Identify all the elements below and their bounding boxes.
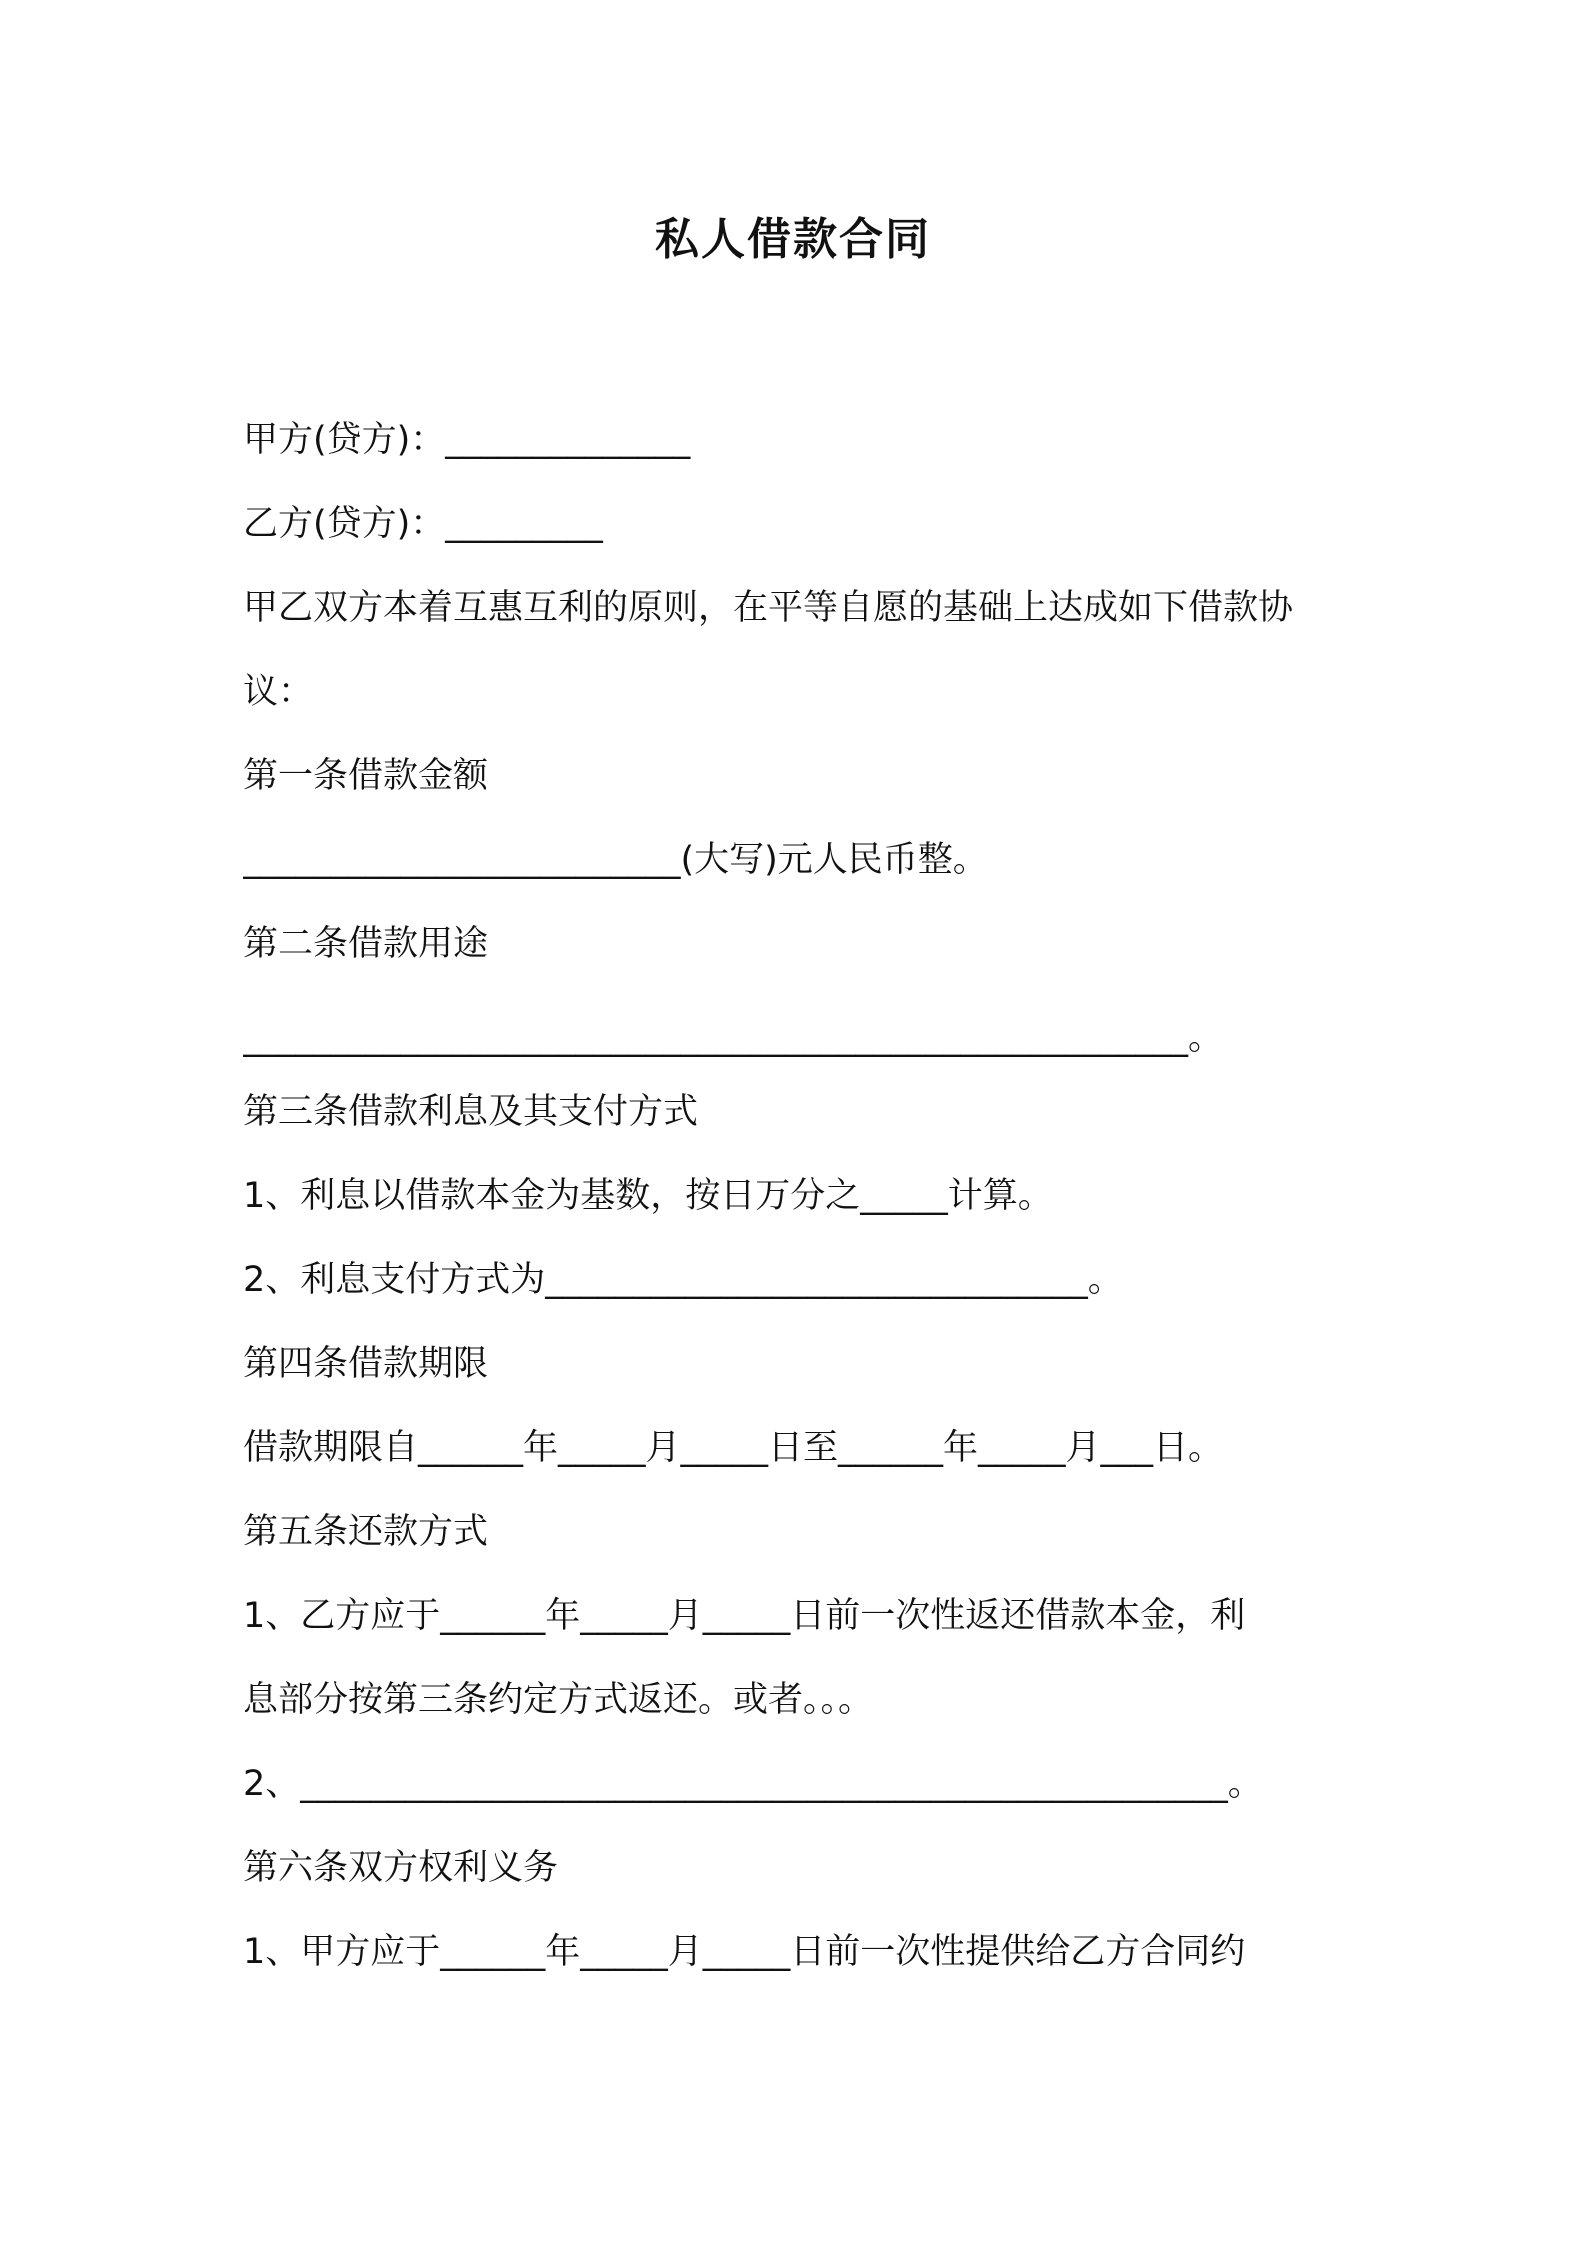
borrower-line: 乙方(贷方)：_________ xyxy=(243,504,603,544)
article-3-clause-2: 2、利息支付方式为_______________________________。 xyxy=(243,1260,1123,1300)
article-4-term: 借款期限自______年_____月_____日至______年_____月___日。 xyxy=(243,1428,1224,1468)
page-title: 私人借款合同 xyxy=(655,214,931,265)
article-5-clause-1-cont: 息部分按第三条约定方式返还。或者。。。 xyxy=(243,1680,874,1720)
article-6-clause-1: 1、甲方应于______年_____月_____日前一次性提供给乙方合同约 xyxy=(243,1932,1246,1972)
preamble-line-1: 甲乙双方本着互惠互利的原则，在平等自愿的基础上达成如下借款协 xyxy=(243,588,1294,628)
article-4-heading: 第四条借款期限 xyxy=(243,1344,489,1384)
article-5-heading: 第五条还款方式 xyxy=(243,1512,489,1552)
article-6-heading: 第六条双方权利义务 xyxy=(243,1848,559,1888)
preamble-line-2: 议： xyxy=(243,672,314,712)
article-5-clause-1: 1、乙方应于______年_____月_____日前一次性返还借款本金，利 xyxy=(243,1596,1246,1636)
article-1-amount: _________________________(大写)元人民币整。 xyxy=(243,840,988,880)
article-1-heading: 第一条借款金额 xyxy=(243,756,489,796)
article-5-clause-2: 2、_____________________________________________________。 xyxy=(243,1764,1263,1804)
article-3-clause-1: 1、利息以借款本金为基数，按日万分之_____计算。 xyxy=(243,1176,1053,1216)
article-3-heading: 第三条借款利息及其支付方式 xyxy=(243,1092,699,1132)
article-2-purpose: ______________________________________________________。 xyxy=(243,1018,1224,1058)
article-2-heading: 第二条借款用途 xyxy=(243,924,489,964)
lender-line: 甲方(贷方)：______________ xyxy=(243,420,691,460)
